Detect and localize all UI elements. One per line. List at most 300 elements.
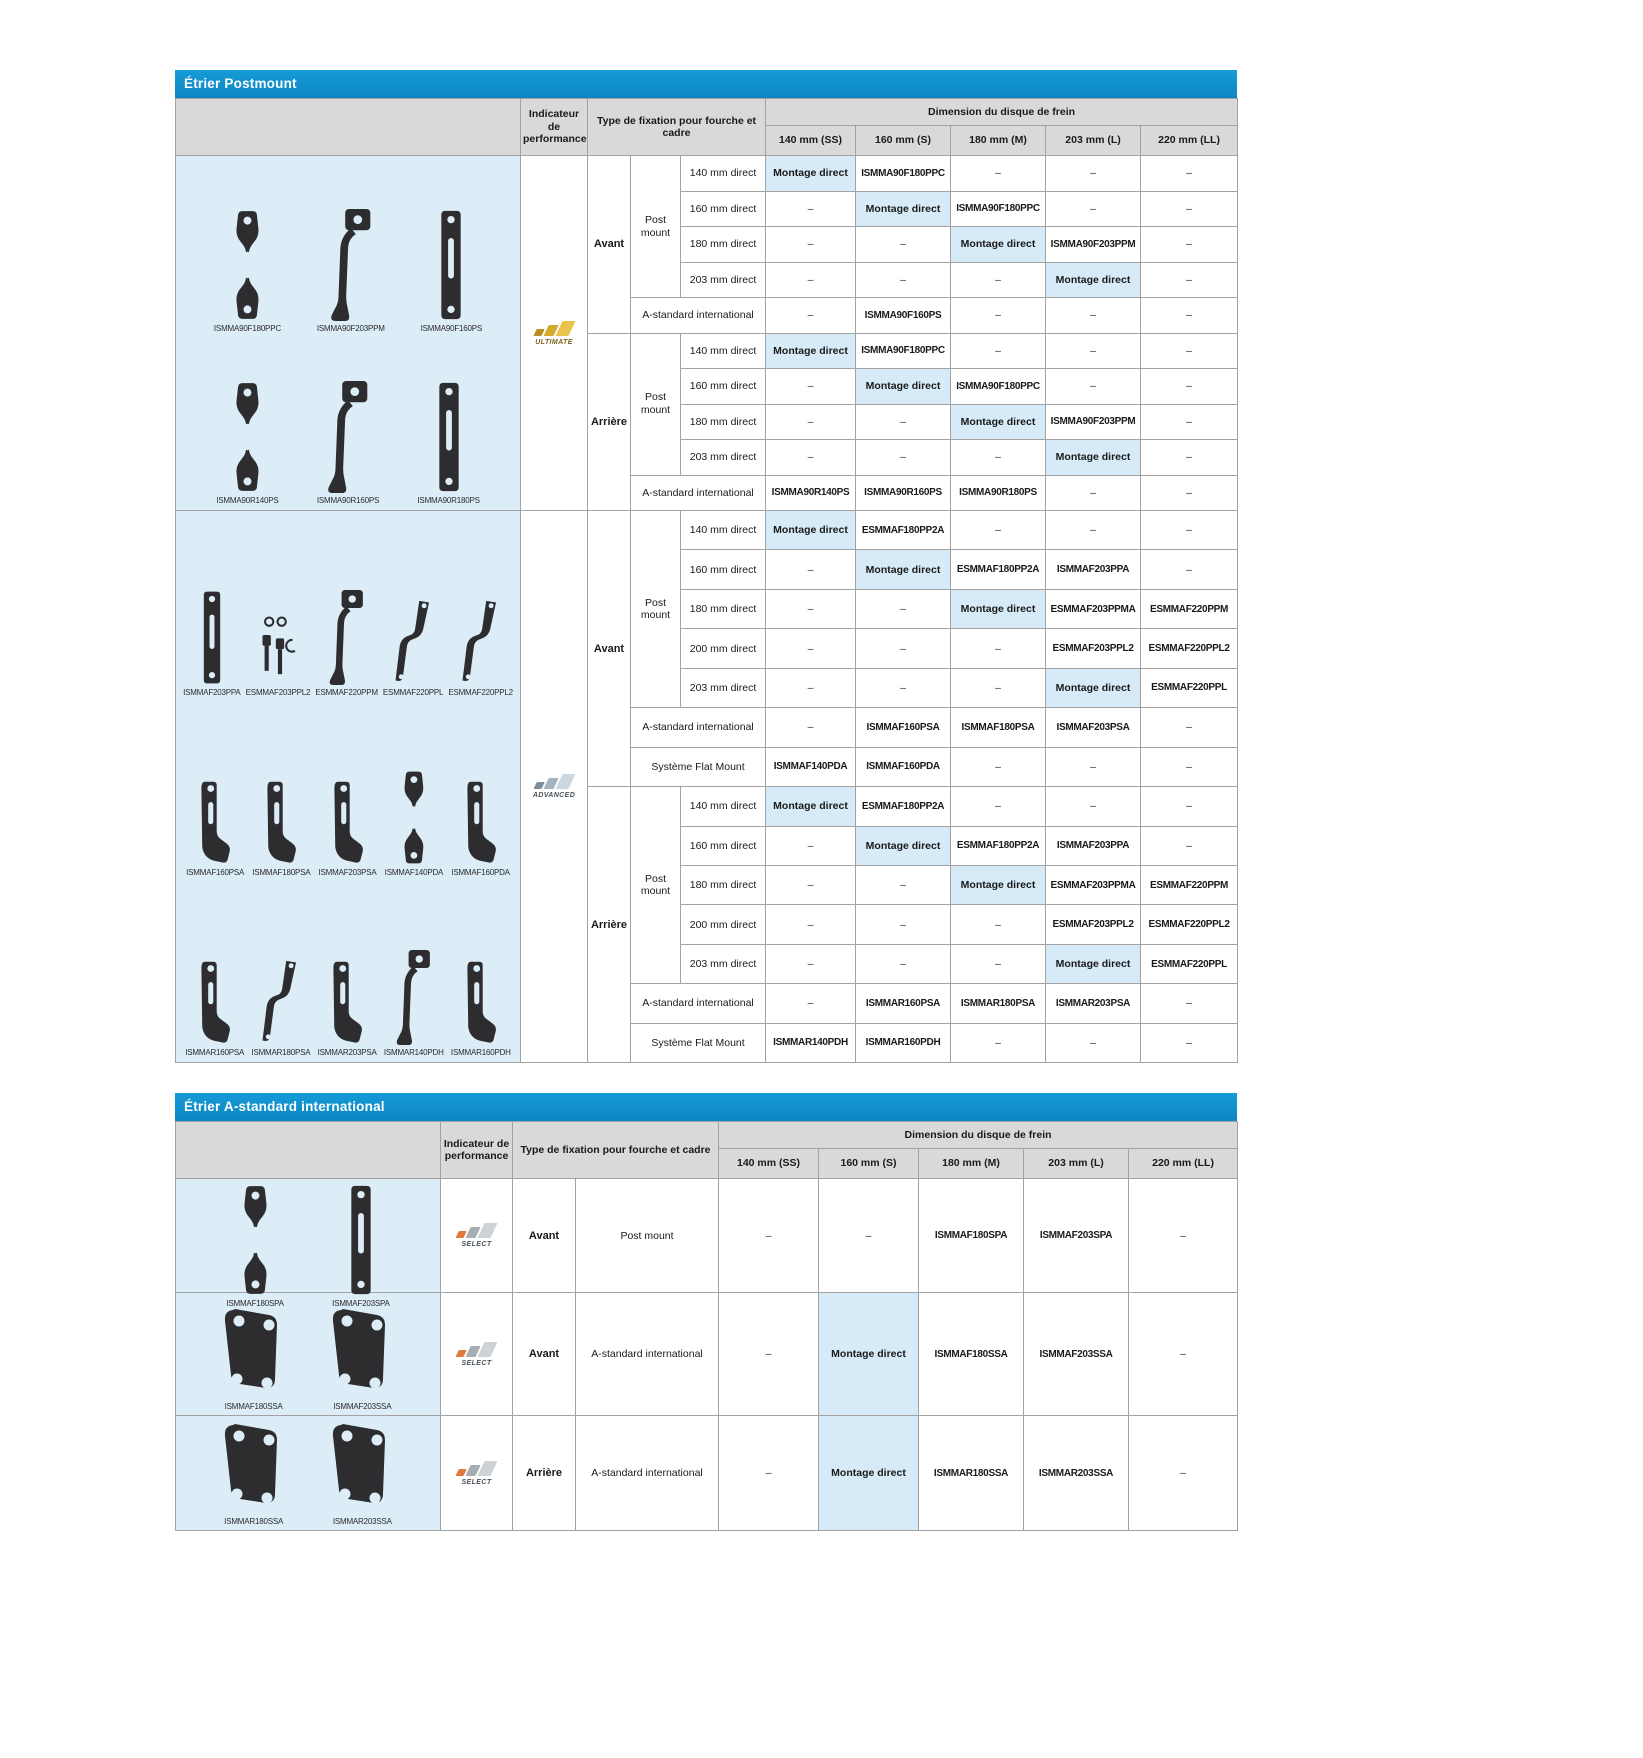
compat-cell: – bbox=[1046, 1023, 1141, 1062]
postmount-table bbox=[175, 98, 1238, 1063]
product-photo bbox=[226, 1184, 283, 1308]
a-standard-table bbox=[175, 1121, 1238, 1531]
product-image-panel bbox=[176, 1416, 441, 1531]
compat-cell: – bbox=[766, 440, 856, 476]
compat-cell: – bbox=[1141, 262, 1238, 298]
performance-bars-icon bbox=[456, 1461, 498, 1476]
product-image-row bbox=[178, 162, 518, 334]
product-image-row bbox=[178, 1421, 438, 1526]
advanced-logo bbox=[523, 774, 585, 799]
product-photo bbox=[384, 950, 444, 1057]
compat-cell: – bbox=[766, 550, 856, 589]
compat-cell: – bbox=[951, 156, 1046, 192]
compat-cell: ESMMAF220PPL bbox=[1141, 668, 1238, 707]
product-photo bbox=[251, 960, 310, 1057]
compat-cell: ESMMAF180PP2A bbox=[856, 511, 951, 550]
product-photo bbox=[183, 590, 240, 697]
compat-cell: ISMMAF160PDA bbox=[856, 747, 951, 786]
compat-cell: – bbox=[856, 227, 951, 263]
compat-cell: – bbox=[1141, 156, 1238, 192]
compat-cell: ISMMAR140PDH bbox=[766, 1023, 856, 1062]
part-number-label: ISMMAF140PDA bbox=[384, 867, 444, 877]
compat-cell: ISMMAF180SPA bbox=[919, 1179, 1024, 1293]
compat-cell: – bbox=[766, 905, 856, 944]
compat-cell: – bbox=[1141, 550, 1238, 589]
product-photo bbox=[329, 1422, 395, 1526]
mount-type-cell: Post mount bbox=[631, 511, 681, 708]
part-number-label: ISMMA90R140PS bbox=[216, 495, 279, 505]
adapter-bar-icon bbox=[199, 590, 225, 685]
compat-cell: – bbox=[719, 1416, 819, 1531]
product-image-row bbox=[178, 516, 518, 696]
compat-cell: – bbox=[1046, 156, 1141, 192]
compat-cell: ISMMA90F203PPM bbox=[1046, 404, 1141, 440]
compat-cell: ISMMAR180PSA bbox=[951, 984, 1046, 1023]
product-image-row bbox=[178, 697, 518, 877]
adapter-l-icon bbox=[329, 209, 373, 321]
table-row bbox=[176, 1179, 1238, 1293]
adapter-z-icon bbox=[462, 600, 499, 685]
compat-cell: Montage direct bbox=[856, 191, 951, 227]
product-photo bbox=[383, 600, 443, 697]
fixation-type-cell: A-standard international bbox=[576, 1416, 719, 1531]
product-photo bbox=[186, 780, 244, 877]
product-photo bbox=[315, 590, 378, 697]
part-number-label: ISMMA90F180PPC bbox=[213, 324, 281, 333]
performance-bars-icon bbox=[456, 1223, 498, 1238]
plate-icon bbox=[329, 1307, 395, 1399]
adapter-z-icon bbox=[395, 600, 432, 685]
performance-indicator-cell bbox=[521, 511, 588, 1063]
compat-cell: – bbox=[1141, 1023, 1238, 1062]
product-image-panel bbox=[176, 156, 521, 511]
part-number-label: ISMMAF203PPA bbox=[183, 687, 241, 697]
performance-indicator-cell bbox=[521, 156, 588, 511]
compat-cell: ISMMA90R180PS bbox=[951, 475, 1046, 511]
compat-cell: – bbox=[766, 668, 856, 707]
compat-cell: ISMMAR203SSA bbox=[1024, 1416, 1129, 1531]
rotor-size-cell: 203 mm direct bbox=[681, 262, 766, 298]
a-standard-title-text: Étrier A-standard international bbox=[184, 1099, 385, 1114]
rotor-size-cell: 180 mm direct bbox=[681, 227, 766, 263]
product-image-row bbox=[178, 877, 518, 1057]
select-logo bbox=[443, 1223, 510, 1248]
compat-cell: ESMMAF220PPL2 bbox=[1141, 905, 1238, 944]
compat-cell: – bbox=[951, 333, 1046, 369]
compat-cell: – bbox=[766, 404, 856, 440]
compat-cell: – bbox=[1141, 191, 1238, 227]
product-image-grid bbox=[178, 162, 518, 505]
disc-size-header-203: 203 mm (L) bbox=[1046, 126, 1141, 156]
adapter-j-icon bbox=[198, 780, 232, 865]
part-number-label: ISMMAR203PSA bbox=[317, 1047, 377, 1057]
side-cell: Avant bbox=[513, 1179, 576, 1293]
fixation-type-cell: A-standard international bbox=[631, 984, 766, 1023]
compat-cell: – bbox=[1046, 298, 1141, 334]
rotor-size-cell: 140 mm direct bbox=[681, 787, 766, 826]
disc-size-header-220: 220 mm (LL) bbox=[1129, 1149, 1238, 1179]
adapter-bar-icon bbox=[436, 209, 466, 321]
performance-bar bbox=[533, 329, 544, 336]
table-row bbox=[176, 511, 1238, 550]
compat-cell: ISMMA90R160PS bbox=[856, 475, 951, 511]
compat-cell: ESMMAF180PP2A bbox=[951, 826, 1046, 865]
disc-dimension-header: Dimension du disque de frein bbox=[766, 99, 1238, 126]
compat-cell: – bbox=[951, 1023, 1046, 1062]
adapter-j-icon bbox=[464, 780, 498, 865]
compat-cell: ESMMAF203PPL2 bbox=[1046, 905, 1141, 944]
compat-cell: – bbox=[766, 298, 856, 334]
compat-cell: Montage direct bbox=[856, 369, 951, 405]
compat-cell: ESMMAF220PPL bbox=[1141, 944, 1238, 983]
product-image-grid bbox=[178, 1184, 438, 1308]
compat-cell: ESMMAF220PPM bbox=[1141, 589, 1238, 628]
part-number-label: ESMMAF203PPL2 bbox=[245, 687, 311, 697]
part-number-label: ISMMAF180SSA bbox=[224, 1401, 283, 1411]
compat-cell: – bbox=[856, 262, 951, 298]
compat-cell: – bbox=[766, 191, 856, 227]
compat-cell: – bbox=[1046, 787, 1141, 826]
compat-cell: Montage direct bbox=[1046, 440, 1141, 476]
product-photo bbox=[221, 1422, 287, 1526]
compat-cell: ISMMA90F160PS bbox=[856, 298, 951, 334]
disc-size-header-203: 203 mm (L) bbox=[1024, 1149, 1129, 1179]
compat-cell: ISMMA90F180PPC bbox=[951, 191, 1046, 227]
performance-label: SELECT bbox=[461, 1478, 492, 1486]
compat-cell: – bbox=[951, 298, 1046, 334]
product-image-panel bbox=[176, 1293, 441, 1416]
product-photo bbox=[451, 780, 510, 877]
compat-cell: – bbox=[856, 629, 951, 668]
performance-bar bbox=[478, 1461, 498, 1476]
compat-cell: – bbox=[856, 865, 951, 904]
postmount-title-bar bbox=[175, 70, 1237, 98]
product-photo bbox=[385, 770, 444, 877]
compat-cell: ISMMAR203PSA bbox=[1046, 984, 1141, 1023]
rotor-size-cell: 203 mm direct bbox=[681, 440, 766, 476]
part-number-label: ISMMAF180SPA bbox=[226, 1298, 284, 1308]
part-number-label: ESMMAF220PPL bbox=[382, 687, 444, 697]
product-image-grid bbox=[178, 1421, 438, 1526]
compat-cell: – bbox=[1141, 511, 1238, 550]
compat-cell: – bbox=[856, 589, 951, 628]
adapter-l-icon bbox=[395, 950, 432, 1045]
compat-cell: Montage direct bbox=[819, 1293, 919, 1416]
part-number-label: ISMMAF203PSA bbox=[318, 867, 377, 877]
compat-cell: – bbox=[1141, 227, 1238, 263]
compat-cell: ISMMAF180SSA bbox=[919, 1293, 1024, 1416]
part-number-label: ESMMAF220PPM bbox=[315, 687, 378, 697]
performance-bars-icon bbox=[456, 1342, 498, 1357]
disc-size-header-220: 220 mm (LL) bbox=[1141, 126, 1238, 156]
compat-cell: – bbox=[951, 944, 1046, 983]
compat-cell: Montage direct bbox=[1046, 262, 1141, 298]
compat-cell: – bbox=[856, 944, 951, 983]
rotor-size-cell: 160 mm direct bbox=[681, 550, 766, 589]
compat-cell: – bbox=[951, 668, 1046, 707]
compat-cell: Montage direct bbox=[951, 404, 1046, 440]
compat-cell: ISMMAR180SSA bbox=[919, 1416, 1024, 1531]
compat-cell: – bbox=[1046, 511, 1141, 550]
product-photo bbox=[317, 209, 385, 333]
compat-cell: – bbox=[1141, 787, 1238, 826]
fixation-type-cell: A-standard international bbox=[631, 298, 766, 334]
product-photo bbox=[451, 960, 511, 1057]
compat-cell: ESMMAF220PPL2 bbox=[1141, 629, 1238, 668]
product-image-panel bbox=[176, 1179, 441, 1308]
adapter-j-icon bbox=[464, 960, 498, 1045]
compat-cell: – bbox=[951, 511, 1046, 550]
disc-size-header-180: 180 mm (M) bbox=[951, 126, 1046, 156]
side-cell: Arrière bbox=[513, 1416, 576, 1531]
a-standard-title-bar bbox=[175, 1093, 1237, 1121]
compat-cell: – bbox=[1141, 984, 1238, 1023]
bolts-icon bbox=[259, 615, 296, 685]
product-photo bbox=[214, 209, 281, 333]
table-row bbox=[176, 1293, 1238, 1416]
compat-cell: ISMMAF160PSA bbox=[856, 708, 951, 747]
rotor-size-cell: 200 mm direct bbox=[681, 905, 766, 944]
compat-cell: ISMMAF203SPA bbox=[1024, 1179, 1129, 1293]
table-row bbox=[176, 1416, 1238, 1531]
mount-type-cell: Post mount bbox=[631, 156, 681, 298]
performance-header: Indicateur de performance bbox=[521, 99, 588, 156]
ultimate-logo bbox=[523, 321, 585, 346]
compat-cell: – bbox=[766, 826, 856, 865]
adapter-l-icon bbox=[326, 381, 370, 493]
performance-bar bbox=[478, 1223, 498, 1238]
compat-cell: – bbox=[766, 589, 856, 628]
postmount-title-text: Étrier Postmount bbox=[184, 76, 297, 91]
compat-cell: – bbox=[856, 668, 951, 707]
disc-dimension-header: Dimension du disque de frein bbox=[719, 1122, 1238, 1149]
compat-cell: – bbox=[1141, 298, 1238, 334]
product-photo bbox=[332, 1184, 389, 1308]
compat-cell: Montage direct bbox=[856, 826, 951, 865]
image-panel-header bbox=[176, 1122, 441, 1179]
part-number-label: ISMMAF160PSA bbox=[186, 867, 245, 877]
product-image-row bbox=[178, 1184, 438, 1308]
compat-cell: – bbox=[719, 1293, 819, 1416]
performance-label: ULTIMATE bbox=[535, 338, 573, 346]
compat-cell: – bbox=[951, 440, 1046, 476]
product-photo bbox=[329, 1307, 395, 1411]
compat-cell: Montage direct bbox=[1046, 944, 1141, 983]
side-cell: Arrière bbox=[588, 787, 631, 1063]
side-cell: Avant bbox=[513, 1293, 576, 1416]
select-logo bbox=[443, 1342, 510, 1367]
part-number-label: ISMMA90R160PS bbox=[316, 495, 380, 505]
image-panel-header bbox=[176, 99, 521, 156]
compat-cell: – bbox=[766, 262, 856, 298]
product-photo bbox=[252, 780, 310, 877]
rotor-size-cell: 180 mm direct bbox=[681, 865, 766, 904]
compat-cell: – bbox=[819, 1179, 919, 1293]
adapter-l-icon bbox=[328, 590, 365, 685]
compat-cell: ESMMAF203PPMA bbox=[1046, 865, 1141, 904]
product-image-row bbox=[178, 1298, 438, 1411]
adapter-s-icon bbox=[238, 1184, 272, 1296]
compat-cell: Montage direct bbox=[1046, 668, 1141, 707]
compat-cell: Montage direct bbox=[766, 511, 856, 550]
product-photo bbox=[318, 780, 376, 877]
compat-cell: – bbox=[951, 262, 1046, 298]
side-cell: Avant bbox=[588, 156, 631, 334]
compat-cell: Montage direct bbox=[951, 227, 1046, 263]
rotor-size-cell: 180 mm direct bbox=[681, 589, 766, 628]
performance-label: SELECT bbox=[461, 1241, 492, 1248]
product-photo bbox=[421, 209, 482, 333]
performance-bar bbox=[555, 774, 575, 789]
part-number-label: ISMMAF180PSA bbox=[252, 867, 311, 877]
mount-type-cell: Post mount bbox=[631, 787, 681, 984]
adapter-j-icon bbox=[198, 960, 232, 1045]
compat-cell: – bbox=[766, 227, 856, 263]
product-photo bbox=[317, 381, 379, 505]
performance-bar bbox=[478, 1342, 498, 1357]
product-photo bbox=[417, 381, 479, 505]
compat-cell: – bbox=[766, 708, 856, 747]
compat-cell: – bbox=[1129, 1416, 1238, 1531]
compat-cell: – bbox=[1046, 333, 1141, 369]
adapter-j-icon bbox=[264, 780, 298, 865]
disc-size-header-160: 160 mm (S) bbox=[856, 126, 951, 156]
postmount-section bbox=[175, 70, 1237, 1063]
fixation-type-cell: Système Flat Mount bbox=[631, 747, 766, 786]
fixation-type-cell: Post mount bbox=[576, 1179, 719, 1293]
compat-cell: ESMMAF203PPL2 bbox=[1046, 629, 1141, 668]
select-logo bbox=[443, 1461, 510, 1486]
part-number-label: ISMMAR160PDH bbox=[450, 1047, 511, 1057]
plate-icon bbox=[221, 1307, 287, 1399]
rotor-size-cell: 140 mm direct bbox=[681, 511, 766, 550]
compat-cell: – bbox=[1129, 1179, 1238, 1293]
adapter-z-icon bbox=[262, 960, 299, 1045]
product-photo bbox=[318, 960, 377, 1057]
performance-bars-icon bbox=[533, 774, 575, 789]
side-cell: Arrière bbox=[588, 333, 631, 511]
compat-cell: – bbox=[1141, 369, 1238, 405]
rotor-size-cell: 203 mm direct bbox=[681, 944, 766, 983]
rotor-size-cell: 140 mm direct bbox=[681, 156, 766, 192]
fixation-type-cell: Système Flat Mount bbox=[631, 1023, 766, 1062]
rotor-size-cell: 140 mm direct bbox=[681, 333, 766, 369]
compat-cell: – bbox=[1141, 404, 1238, 440]
compat-cell: Montage direct bbox=[766, 333, 856, 369]
mount-type-cell: Post mount bbox=[631, 333, 681, 475]
compat-cell: – bbox=[1141, 333, 1238, 369]
compat-cell: ISMMA90F180PPC bbox=[856, 333, 951, 369]
performance-bars-icon bbox=[533, 321, 575, 336]
product-photo bbox=[216, 381, 278, 505]
compat-cell: ISMMA90F180PPC bbox=[856, 156, 951, 192]
rotor-size-cell: 203 mm direct bbox=[681, 668, 766, 707]
compat-cell: Montage direct bbox=[951, 865, 1046, 904]
fixation-header: Type de fixation pour fourche et cadre bbox=[588, 99, 766, 156]
fixation-header: Type de fixation pour fourche et cadre bbox=[513, 1122, 719, 1179]
compat-cell: – bbox=[766, 944, 856, 983]
product-photo bbox=[246, 615, 311, 697]
product-image-row bbox=[178, 333, 518, 505]
part-number-label: ISMMAF160PDA bbox=[451, 867, 510, 877]
adapter-s-icon bbox=[230, 209, 264, 321]
compat-cell: – bbox=[951, 787, 1046, 826]
performance-indicator-cell bbox=[441, 1293, 513, 1416]
compat-cell: ISMMAF203PPA bbox=[1046, 550, 1141, 589]
compat-cell: – bbox=[1046, 475, 1141, 511]
part-number-label: ESMMAF220PPL2 bbox=[448, 687, 513, 697]
fixation-type-cell: A-standard international bbox=[631, 475, 766, 511]
compat-cell: Montage direct bbox=[856, 550, 951, 589]
part-number-label: ISMMAF203SPA bbox=[332, 1298, 390, 1308]
rotor-size-cell: 200 mm direct bbox=[681, 629, 766, 668]
table-row bbox=[176, 156, 1238, 192]
compat-cell: – bbox=[719, 1179, 819, 1293]
part-number-label: ISMMA90R180PS bbox=[417, 495, 480, 505]
performance-indicator-cell bbox=[441, 1179, 513, 1293]
product-photo bbox=[448, 600, 513, 697]
performance-header: Indicateur de performance bbox=[441, 1122, 513, 1179]
compat-cell: Montage direct bbox=[766, 787, 856, 826]
rotor-size-cell: 160 mm direct bbox=[681, 191, 766, 227]
compat-cell: Montage direct bbox=[951, 589, 1046, 628]
plate-icon bbox=[329, 1422, 395, 1514]
compat-cell: – bbox=[856, 440, 951, 476]
plate-icon bbox=[221, 1422, 287, 1514]
compat-cell: – bbox=[1141, 708, 1238, 747]
compat-cell: ISMMAF203PPA bbox=[1046, 826, 1141, 865]
rotor-size-cell: 180 mm direct bbox=[681, 404, 766, 440]
part-number-label: ISMMAR180PSA bbox=[251, 1047, 311, 1057]
compat-cell: – bbox=[766, 984, 856, 1023]
compat-cell: ISMMA90F203PPM bbox=[1046, 227, 1141, 263]
fixation-type-cell: A-standard international bbox=[576, 1293, 719, 1416]
disc-size-header-160: 160 mm (S) bbox=[819, 1149, 919, 1179]
adapter-s-icon bbox=[230, 381, 264, 493]
performance-indicator-cell bbox=[441, 1416, 513, 1531]
compat-cell: – bbox=[1141, 440, 1238, 476]
adapter-bar-icon bbox=[434, 381, 464, 493]
disc-size-header-140: 140 mm (SS) bbox=[719, 1149, 819, 1179]
compat-cell: Montage direct bbox=[766, 156, 856, 192]
compat-cell: ESMMAF220PPM bbox=[1141, 865, 1238, 904]
compat-cell: – bbox=[1141, 475, 1238, 511]
compat-cell: – bbox=[766, 865, 856, 904]
part-number-label: ISMMA90F203PPM bbox=[316, 324, 385, 333]
adapter-bar-icon bbox=[346, 1184, 376, 1296]
adapter-j-icon bbox=[330, 960, 364, 1045]
compat-cell: – bbox=[856, 404, 951, 440]
part-number-label: ISMMAR140PDH bbox=[383, 1047, 444, 1057]
disc-size-header-180: 180 mm (M) bbox=[919, 1149, 1024, 1179]
compat-cell: ISMMAR160PDH bbox=[856, 1023, 951, 1062]
part-number-label: ISMMAR180SSA bbox=[224, 1516, 284, 1526]
compat-cell: – bbox=[951, 747, 1046, 786]
part-number-label: ISMMAF203SSA bbox=[333, 1401, 392, 1411]
compat-cell: ISMMA90R140PS bbox=[766, 475, 856, 511]
compat-cell: – bbox=[1129, 1293, 1238, 1416]
compat-cell: ESMMAF180PP2A bbox=[856, 787, 951, 826]
compat-cell: – bbox=[1141, 747, 1238, 786]
a-standard-section bbox=[175, 1093, 1237, 1531]
compat-cell: – bbox=[766, 369, 856, 405]
rotor-size-cell: 160 mm direct bbox=[681, 826, 766, 865]
compat-cell: ESMMAF203PPMA bbox=[1046, 589, 1141, 628]
compat-cell: – bbox=[1046, 747, 1141, 786]
compat-cell: ESMMAF180PP2A bbox=[951, 550, 1046, 589]
rotor-size-cell: 160 mm direct bbox=[681, 369, 766, 405]
compat-cell: ISMMAF180PSA bbox=[951, 708, 1046, 747]
